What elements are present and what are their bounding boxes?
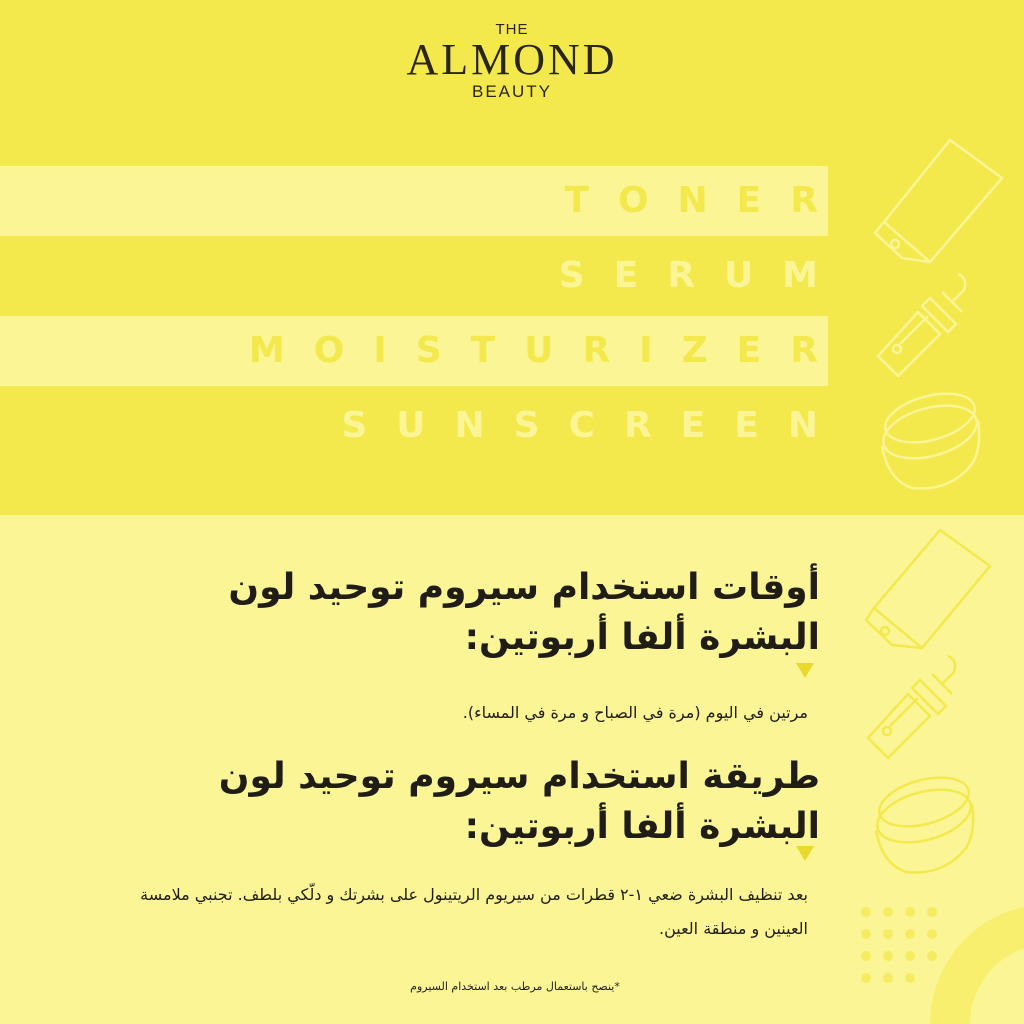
logo-line-almond: ALMOND (406, 35, 618, 84)
footnote: *ينصح باستعمال مرطب بعد استخدام السيروم (410, 980, 620, 993)
usage-method-text: بعد تنظيف البشرة ضعي ١-٢ قطرات من سيريوم الريتينول على بشرتك و دلّكي بلطف. تجنبي ملامسة العينين و منطقة العين. (140, 885, 808, 938)
triangle-marker-icon (796, 663, 814, 678)
logo-line-beauty: BEAUTY (471, 82, 553, 101)
brand-logo (380, 22, 644, 102)
usage-times-heading: أوقات استخدام سيروم توحيد لون البشرة ألفا أربوتين: (228, 567, 820, 658)
routine-step-serum: SERUM (558, 255, 847, 296)
routine-step-sunscreen: SUNSCREEN (341, 405, 847, 446)
routine-step-moisturizer: MOISTURIZER (248, 330, 847, 371)
logo-line-the: THE (495, 21, 529, 38)
routine-step-toner: TONER (564, 180, 847, 221)
usage-times-text: مرتين في اليوم (مرة في الصباح و مرة في المساء). (462, 703, 808, 722)
usage-method-heading: طريقة استخدام سيروم توحيد لون البشرة ألفا أربوتين: (218, 756, 820, 847)
triangle-marker-icon (796, 846, 814, 861)
